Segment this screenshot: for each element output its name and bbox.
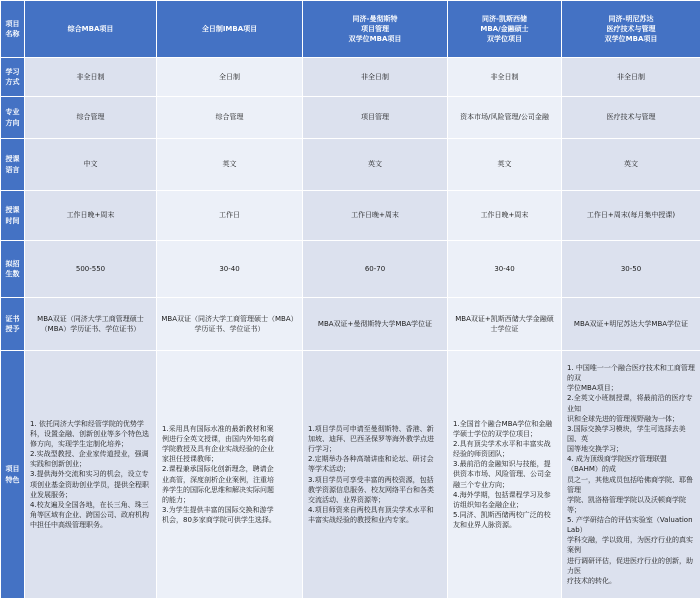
feature-line: 1.采用具有国际水准的最新教材和案	[162, 424, 297, 434]
feature-line: 2.课程兼承国际化创新理念，聘请企	[162, 464, 297, 474]
row-header-text: 方式	[3, 77, 22, 87]
features-cell	[25, 351, 157, 599]
table-cell	[303, 97, 448, 139]
table-cell	[25, 191, 157, 241]
cell-text: 30-40	[494, 265, 514, 273]
column-header-text: 双学位MBA项目	[307, 34, 443, 44]
feature-line: 学院教授及具有企业实战经验的企业	[162, 444, 297, 454]
feature-line: 进行调研评估，促进医疗行业的创新，助力医	[567, 556, 695, 576]
feature-line: 5.同济、凯斯西储两校广泛的校	[453, 510, 556, 520]
table-cell	[562, 298, 700, 351]
features-cell	[157, 351, 303, 599]
row-header	[1, 139, 25, 191]
feature-line: 5. 产学研结合的评估实验室（Valuation Lab）	[567, 515, 695, 535]
table-cell	[303, 139, 448, 191]
table-cell	[157, 58, 303, 97]
cell-text: 工作日+周末	[587, 211, 628, 219]
column-header-program-1	[25, 1, 157, 58]
feature-line: 家担任授课教师；	[162, 454, 297, 464]
cell-text: 工作日晚+周末	[481, 211, 529, 219]
cell-text: 学位证	[498, 325, 519, 333]
table-cell	[448, 241, 562, 298]
cell-text: 60-70	[365, 265, 385, 273]
feature-line: 3.最前沿的金融知识与技能，提	[453, 459, 556, 469]
cell-text: 综合管理	[77, 113, 105, 121]
data-row	[1, 298, 700, 351]
feature-line: 访组织知名金融企业；	[453, 500, 556, 510]
column-header-text: 项目管理	[307, 24, 443, 34]
row-header-text: 特色	[3, 475, 22, 485]
cell-text: (每月集中授课)	[628, 211, 675, 219]
cell-text: 非全日制	[617, 73, 645, 81]
row-header-text: 生数	[3, 269, 22, 279]
cell-text: 500-550	[76, 265, 105, 273]
row-header-text: 学习	[3, 67, 22, 77]
feature-line: 教学资源信息服务、校友网络平台和各类	[308, 485, 442, 495]
features-cell	[448, 351, 562, 599]
table-cell	[157, 97, 303, 139]
feature-line: 角等区域有企业、跨国公司、政府机构	[30, 510, 151, 520]
row-header-text: 语言	[3, 165, 22, 175]
table-cell	[562, 58, 700, 97]
feature-line: 机会，80多家商学院可供学生选择。	[162, 515, 297, 525]
feature-line: 等学术活动；	[308, 464, 442, 474]
table-cell	[25, 139, 157, 191]
column-header-text: 双学位项目	[452, 34, 557, 44]
feature-line: 2.具有顶尖学术水平和丰富实战	[453, 439, 556, 449]
column-header-text: 医疗技术与管理	[566, 24, 696, 34]
row-header-text: 授予	[3, 324, 22, 334]
row-header-text: 名称	[3, 29, 22, 39]
feature-line: 国等地交换学习；	[567, 444, 695, 454]
cell-text: 30-40	[219, 265, 239, 273]
feature-line: 2.实战型教授、企业家传道授业，强调	[30, 449, 151, 459]
feature-line: 4.项目师资来自两校具有顶尖学术水平和	[308, 505, 442, 515]
feature-line: 3.为学生提供丰富的国际交换和游学	[162, 505, 297, 515]
row-header	[1, 191, 25, 241]
cell-text: 项目管理	[361, 113, 389, 121]
header-row	[1, 1, 700, 58]
feature-line: 科，设置金融、创新创业等多个特色选	[30, 429, 151, 439]
row-header-text: 拟招	[3, 259, 22, 269]
feature-line: 经验的师资团队；	[453, 449, 556, 459]
data-row	[1, 139, 700, 191]
table-cell	[562, 241, 700, 298]
feature-line: 例进行全英文授课，由国内外知名商	[162, 434, 297, 444]
data-row	[1, 241, 700, 298]
features-cell	[562, 351, 700, 599]
cell-text: 工作日	[219, 211, 240, 219]
table-body	[1, 1, 700, 599]
table-cell	[562, 139, 700, 191]
feature-line: 4. 成为顶级商学院医疗管理联盟（BAHM）的成	[567, 454, 695, 474]
cell-text: （MBA）学历证书、学位证书）	[195, 315, 298, 333]
column-header-text: 同济-曼彻斯特	[307, 14, 443, 24]
table-cell	[448, 97, 562, 139]
feature-line: 丰富实战经验的教授和业内专家。	[308, 515, 442, 525]
cell-text: 全日制	[219, 73, 240, 81]
feature-line: 交流活动、业界资源等；	[308, 495, 442, 505]
column-header-program-5	[562, 1, 700, 58]
cell-text: 工作日晚+周末	[351, 211, 399, 219]
feature-line: 3.国际交换学习模块，学生可选择去美国、英	[567, 424, 695, 444]
column-header-text: 双学位MBA项目	[566, 34, 696, 44]
cell-text: 工作日晚+周末	[67, 211, 115, 219]
cell-text: 英文	[223, 160, 237, 168]
table-cell	[303, 298, 448, 351]
feature-line: 1. 中国唯一一个融合医疗技术和工商管理的双	[567, 363, 695, 383]
cell-text: 资本市场/风险管理/公司金融	[460, 113, 549, 121]
feature-line: 1. 依托同济大学和经管学院的优势学	[30, 419, 151, 429]
column-header-text: 同济-凯斯西储	[452, 14, 557, 24]
feature-line: 中担任中高级管理职务。	[30, 520, 151, 530]
feature-line: 业发展服务；	[30, 490, 151, 500]
cell-text: 30-50	[621, 265, 641, 273]
row-header-text: 授课	[3, 205, 22, 215]
feature-line: 4.校友遍及全国各地，在长三角、珠三	[30, 500, 151, 510]
cell-text: MBA双证（同济大学工商管理硕士	[161, 315, 268, 323]
table-cell	[157, 241, 303, 298]
feature-line: 养学生的国际化思维和解决实际问题	[162, 485, 297, 495]
feature-line: 3.项目学员可享受丰富的两校资源，包括	[308, 475, 442, 485]
cell-text: MBA双证+凯斯西储大学金融硕士	[455, 315, 554, 333]
cell-text: （MBA）学历证书、学位证书）	[41, 325, 141, 333]
column-header-text: 同济-明尼苏达	[566, 14, 696, 24]
table-cell	[448, 191, 562, 241]
table-cell	[303, 58, 448, 97]
column-header-text: MBA/金融硕士	[452, 24, 557, 34]
row-header-text: 授课	[3, 154, 22, 164]
cell-text: 英文	[498, 160, 512, 168]
feature-line: 加坡、迪拜、巴西圣保罗等海外教学点进	[308, 434, 442, 444]
table-cell	[448, 139, 562, 191]
features-row	[1, 351, 700, 599]
feature-line: 1.项目学员可申请至曼彻斯特、香港、新	[308, 424, 442, 434]
cell-text: 非全日制	[361, 73, 389, 81]
row-header-text: 专业	[3, 107, 22, 117]
feature-line: 行学习；	[308, 444, 442, 454]
feature-line: 员之一，其他成员包括哈佛商学院、耶鲁管理	[567, 475, 695, 495]
cell-text: MBA双证+曼彻斯特大学MBA学位证	[318, 320, 432, 328]
feature-line: 业高管，深度剖析企业案例，注重培	[162, 475, 297, 485]
table-cell	[562, 97, 700, 139]
table-cell	[448, 58, 562, 97]
cell-text: 医疗技术与管理	[607, 113, 656, 121]
column-header-program-2	[157, 1, 303, 58]
feature-line: 友和业界人脉资源。	[453, 520, 556, 530]
feature-line: 识和全球先进的管理视野融为一体；	[567, 414, 695, 424]
row-header-program-name	[1, 1, 25, 58]
feature-line: 学位MBA项目；	[567, 383, 695, 393]
row-header-text: 项目	[3, 19, 22, 29]
cell-text: 英文	[624, 160, 638, 168]
column-header-text: 全日制IMBA项目	[161, 24, 298, 34]
cell-text: 综合管理	[216, 113, 244, 121]
feature-line: 修方向，实现学生定制化培养；	[30, 439, 151, 449]
row-header	[1, 97, 25, 139]
row-header	[1, 298, 25, 351]
row-header-features	[1, 351, 25, 599]
feature-line: 4.海外学期，包括课程学习及参	[453, 490, 556, 500]
feature-line: 学硕士学位的双学位项目；	[453, 429, 556, 439]
table-cell	[25, 241, 157, 298]
row-header	[1, 58, 25, 97]
feature-line: 3.提供海外交流和实习的机会，设立专	[30, 469, 151, 479]
row-header-text: 证书	[3, 314, 22, 324]
feature-line: 的能力；	[162, 495, 297, 505]
table-cell	[157, 191, 303, 241]
feature-line: 供资本市场、风险管理、公司金	[453, 469, 556, 479]
cell-text: MBA双证+明尼苏达大学MBA学位证	[574, 320, 688, 328]
table-cell	[303, 191, 448, 241]
cell-text: 中文	[84, 160, 98, 168]
table-cell	[562, 191, 700, 241]
table-cell	[303, 241, 448, 298]
features-cell	[303, 351, 448, 599]
table-cell	[157, 298, 303, 351]
feature-line: 学科交融，学以致用，为医疗行业的真实案例	[567, 535, 695, 555]
table-cell	[25, 58, 157, 97]
feature-line: 实践和创新创业；	[30, 459, 151, 469]
feature-line: 2.定期举办各种高端讲座和论坛、研讨会	[308, 454, 442, 464]
column-header-program-3	[303, 1, 448, 58]
cell-text: MBA双证（同济大学工商管理硕士	[37, 315, 144, 323]
data-row	[1, 97, 700, 139]
row-header-text: 方向	[3, 118, 22, 128]
feature-line: 学院、凯洛格管理学院以及沃顿商学院等；	[567, 495, 695, 515]
table-cell	[157, 139, 303, 191]
table-cell	[25, 298, 157, 351]
feature-line: 融三个专业方向；	[453, 480, 556, 490]
column-header-text: 综合MBA项目	[29, 24, 152, 34]
row-header-text: 时间	[3, 216, 22, 226]
feature-line: 疗技术的转化。	[567, 576, 695, 586]
feature-line: 项创业基金资助创业学员，提供全程职	[30, 480, 151, 490]
table-cell	[448, 298, 562, 351]
table-cell	[25, 97, 157, 139]
cell-text: 非全日制	[77, 73, 105, 81]
data-row	[1, 58, 700, 97]
cell-text: 英文	[368, 160, 382, 168]
data-row	[1, 191, 700, 241]
cell-text: 非全日制	[491, 73, 519, 81]
row-header-text: 项目	[3, 464, 22, 474]
column-header-program-4	[448, 1, 562, 58]
feature-line: 1.全国首个融合MBA学位和金融	[453, 419, 556, 429]
row-header	[1, 241, 25, 298]
feature-line: 2.全英文小班制授课，将最前沿的医疗专业知	[567, 393, 695, 413]
